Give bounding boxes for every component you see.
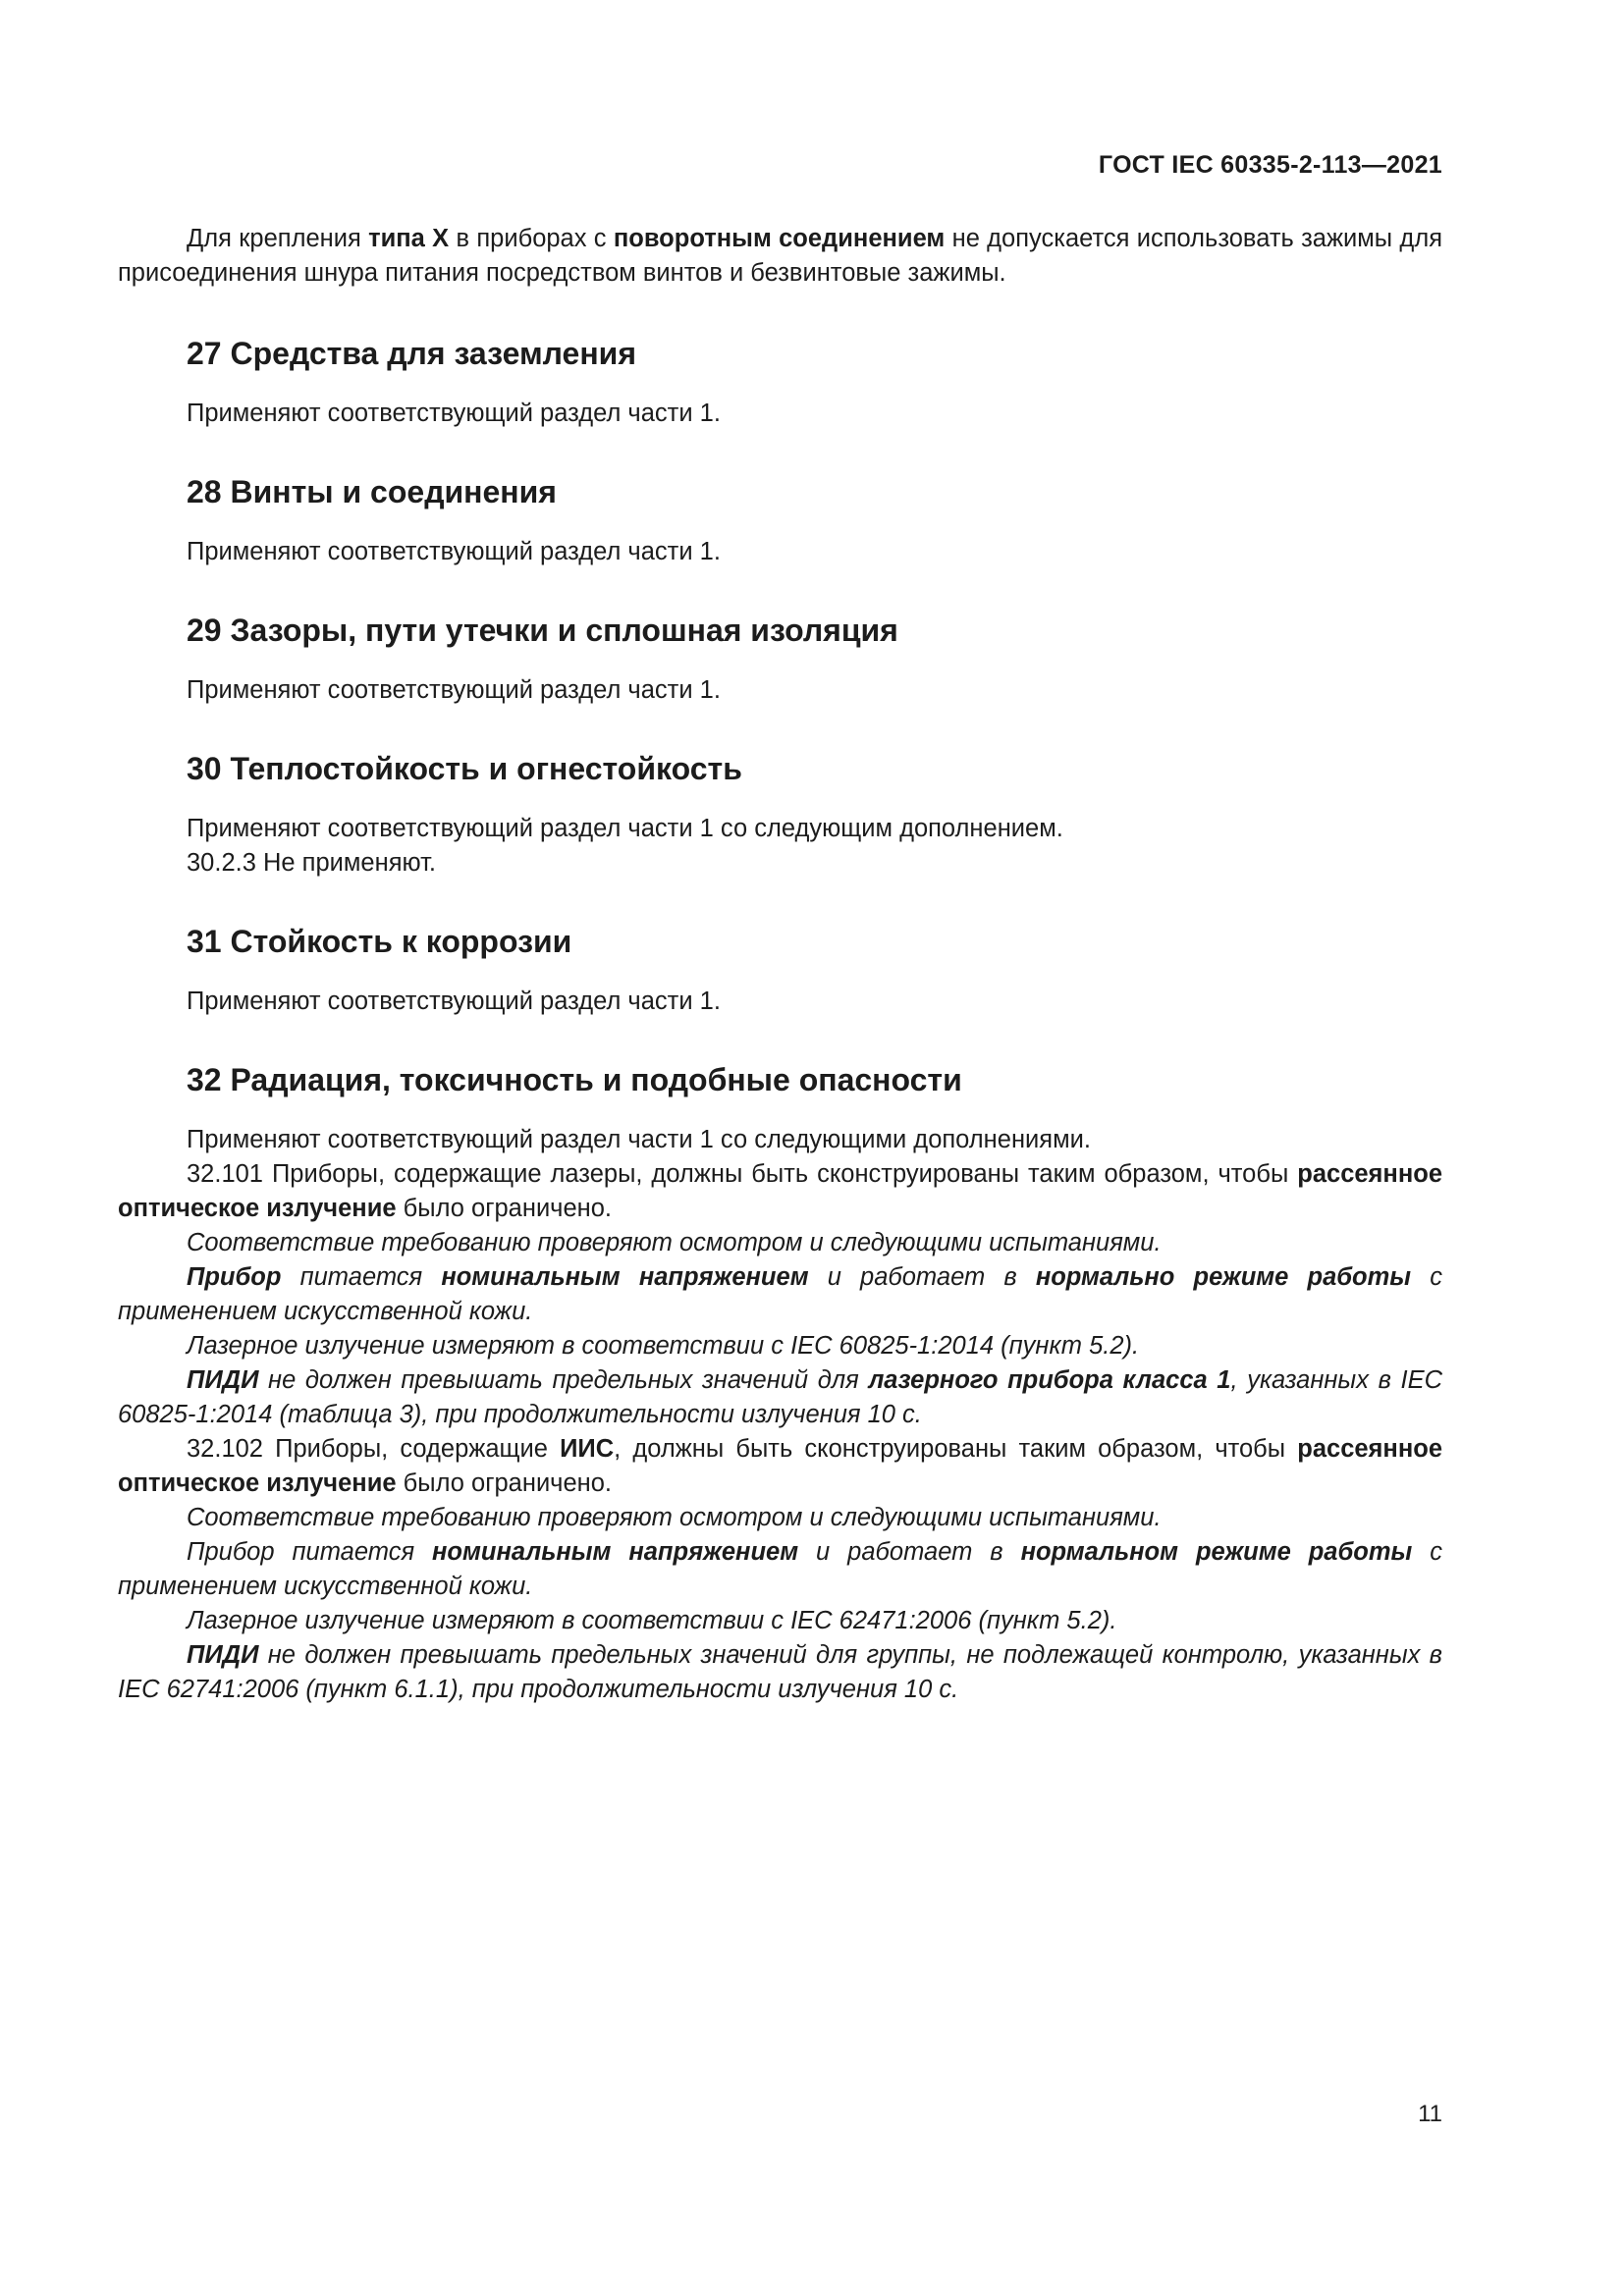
test-supply-32-101: [118, 1260, 1442, 1329]
term-bold: номинальным напряжением: [441, 1263, 809, 1291]
section-text-29: Применяют соответствующий раздел части 1.: [187, 676, 721, 704]
section-heading-27: 27 Средства для заземления: [187, 336, 637, 371]
text-run: Прибор питается: [187, 1538, 433, 1566]
text-run: не должен превышать предельных значений для группы, не подлежащей контролю, указанных в IEC 62741:2006 (пункт 6.1.1), при продолжительности излучения 10 с.: [118, 1641, 1442, 1703]
section-text-32: Применяют соответствующий раздел части 1 со следующими дополнениями.: [187, 1126, 1091, 1153]
compliance-check-32-102: Соответствие требованию проверяют осмотром и следующими испытаниями.: [187, 1504, 1162, 1531]
section-text-30: Применяют соответствующий раздел части 1 со следующим дополнением.: [187, 815, 1063, 842]
term-bold: типа X: [368, 225, 450, 252]
text-run: 32.102 Приборы, содержащие: [187, 1435, 561, 1463]
text-run: 32.101 Приборы, содержащие лазеры, должны быть сконструированы таким образом, чтобы: [187, 1160, 1298, 1188]
term-bold: номинальным напряжением: [432, 1538, 799, 1566]
section-heading-31: 31 Стойкость к коррозии: [187, 924, 572, 959]
text-run: и работает в: [798, 1538, 1021, 1566]
term-bold: рассеянное оптическое излучение: [118, 1160, 1442, 1222]
intro-paragraph: [118, 222, 1442, 291]
term-bold: рассеянное оптическое излучение: [118, 1435, 1442, 1497]
text-run: не допускается использовать зажимы для присоединения шнура питания посредством винтов и безвинтовые зажимы.: [118, 225, 1443, 287]
section-heading-30: 30 Теплостойкость и огнестойкость: [187, 751, 742, 786]
section-heading-32: 32 Радиация, токсичность и подобные опасности: [187, 1062, 962, 1097]
term-bold: нормальном режиме работы: [1020, 1538, 1413, 1566]
term-bold: Прибор: [187, 1263, 282, 1291]
test-supply-32-102: [118, 1535, 1442, 1604]
text-run: , указанных в IEC 60825-1:2014 (таблица 3), при продолжительности излучения 10 с.: [118, 1366, 1443, 1428]
section-heading-28: 28 Винты и соединения: [187, 474, 557, 509]
section-text-28: Применяют соответствующий раздел части 1.: [187, 538, 721, 565]
text-run: Для крепления: [187, 225, 369, 252]
term-bold: ИИС: [560, 1435, 615, 1463]
subclause-30-2-3: 30.2.3 Не применяют.: [187, 849, 437, 877]
clause-32-102: [118, 1432, 1442, 1501]
text-run: не должен превышать предельных значений для: [258, 1366, 869, 1394]
document-code: ГОСТ IEC 60335-2-113—2021: [1098, 151, 1442, 179]
term-bold: лазерного прибора класса 1: [868, 1366, 1231, 1394]
text-run: с применением искусственной кожи.: [118, 1538, 1443, 1600]
page-number: 11: [1418, 2101, 1442, 2127]
text-run: питается: [281, 1263, 442, 1291]
text-run: , должны быть сконструированы таким образом, чтобы: [614, 1435, 1298, 1463]
section-text-27: Применяют соответствующий раздел части 1.: [187, 400, 721, 427]
limit-32-102: [118, 1638, 1442, 1707]
section-heading-29: 29 Зазоры, пути утечки и сплошная изоляция: [187, 613, 898, 648]
term-bold: ПИДИ: [187, 1641, 259, 1669]
clause-32-101: [118, 1157, 1442, 1226]
term-bold: поворотным соединением: [613, 225, 946, 252]
measurement-32-101: Лазерное излучение измеряют в соответствии с IEC 60825-1:2014 (пункт 5.2).: [187, 1332, 1140, 1360]
limit-32-101: [118, 1363, 1442, 1432]
text-run: было ограничено.: [396, 1469, 613, 1497]
document-body: [118, 222, 1442, 1707]
term-bold: нормально режиме работы: [1035, 1263, 1412, 1291]
text-run: и работает в: [808, 1263, 1036, 1291]
text-run: в приборах с: [449, 225, 614, 252]
section-text-31: Применяют соответствующий раздел части 1.: [187, 988, 721, 1015]
measurement-32-102: Лазерное излучение измеряют в соответствии с IEC 62471:2006 (пункт 5.2).: [187, 1607, 1117, 1634]
text-run: с применением искусственной кожи.: [118, 1263, 1442, 1325]
compliance-check-32-101: Соответствие требованию проверяют осмотром и следующими испытаниями.: [187, 1229, 1162, 1256]
text-run: было ограничено.: [396, 1195, 613, 1222]
term-bold: ПИДИ: [187, 1366, 259, 1394]
